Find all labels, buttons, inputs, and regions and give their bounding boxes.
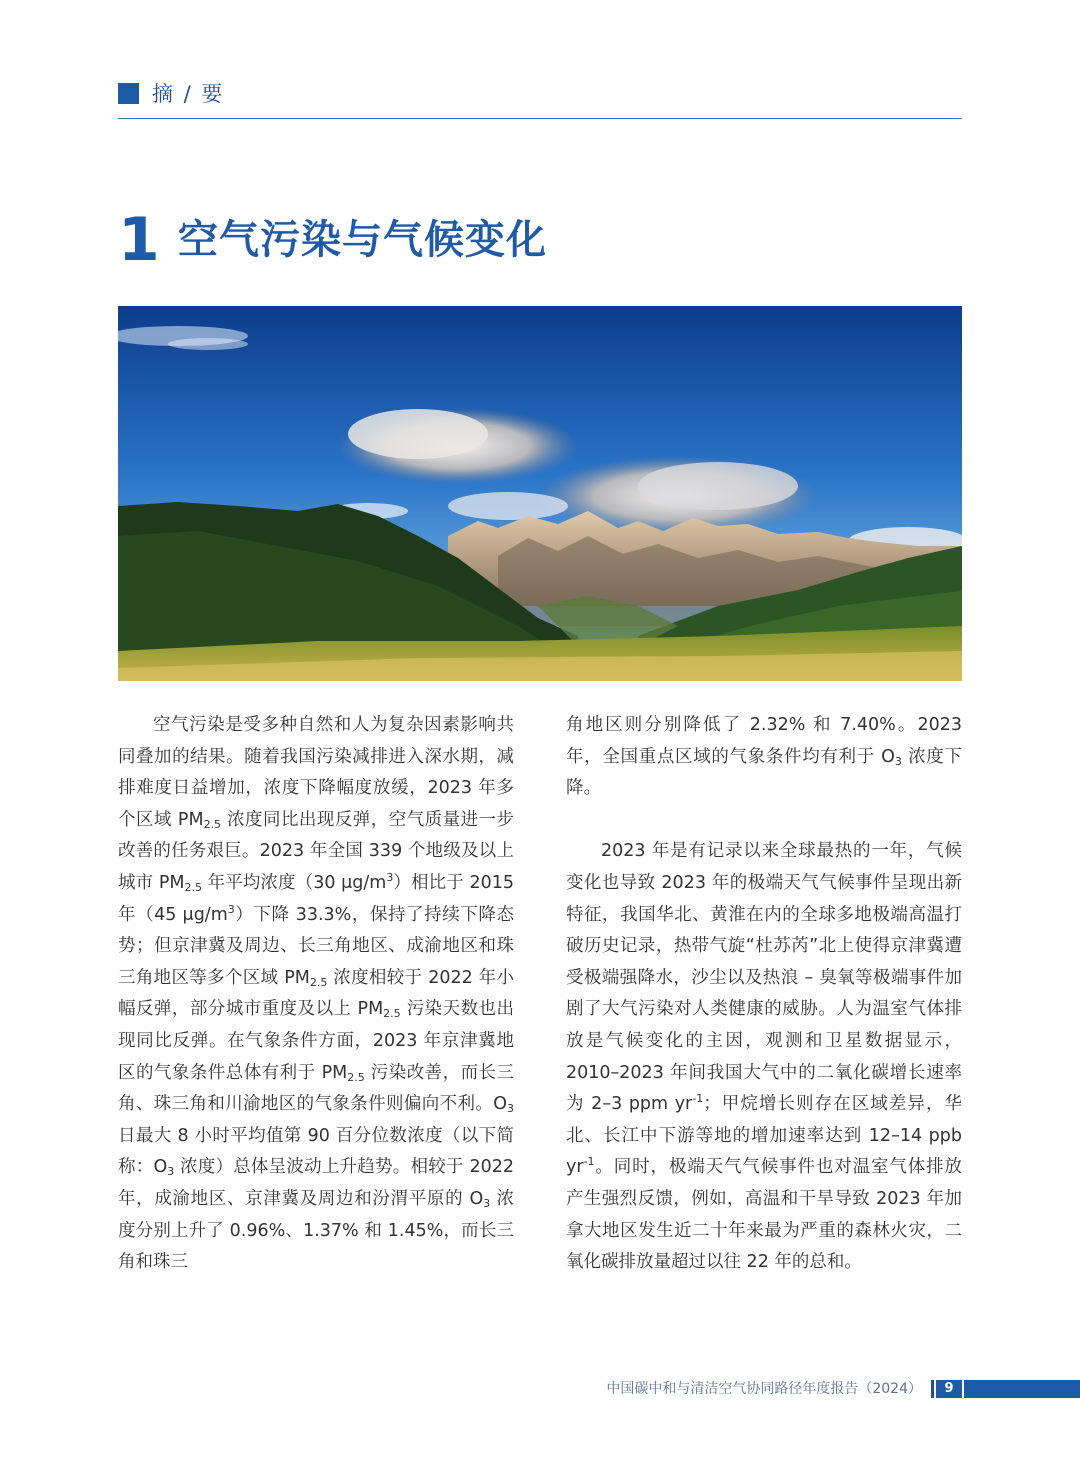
footer-separator — [931, 1380, 934, 1398]
section-number: 1 — [118, 205, 158, 275]
subscript: 2.5 — [203, 817, 222, 831]
text-run: 浓度同比出现反弹，空气质量进一步改善的任务艰巨。2023 年全国 339 个地级及以上城市 PM — [118, 809, 514, 893]
footer-report-title: 中国碳中和与清洁空气协同路径年度报告（2024） — [606, 1381, 922, 1397]
paragraph-air-pollution — [118, 710, 514, 1279]
mountain-landscape-photo — [118, 306, 962, 681]
subscript: 3 — [167, 1165, 175, 1179]
text-run: ；甲烷增长则存在区域差异，华北、长江中下游等地的增加速率达到 12–14 ppb yr — [566, 1094, 962, 1178]
left-text-column — [118, 710, 514, 1279]
text-run: 浓度）总体呈波动上升趋势。相较于 2022 年，成渝地区、京津冀及周边和汾渭平原的 O — [118, 1157, 514, 1209]
text-run: 年平均浓度（30 μg/m — [202, 872, 387, 893]
superscript: -1 — [583, 1155, 595, 1169]
section-header — [118, 80, 962, 119]
text-run: 日最大 8 小时平均值第 90 百分位数浓度（以下简称：O — [118, 1125, 514, 1178]
section-title: 空气污染与气候变化 — [178, 217, 547, 263]
header-label: 摘 / 要 — [152, 82, 225, 106]
paragraph-climate-change — [566, 836, 962, 1278]
subscript: 2.5 — [383, 1007, 401, 1021]
text-run: 浓度相较于 2022 年小幅反弹，部分城市重度及以上 PM — [118, 967, 514, 1020]
text-run: 空气污染是受多种自然和人为复杂因素影响共同叠加的结果。随着我国污染减排进入深水期，减排难度日益增加，浓度下降幅度放缓，2023 年多个区域 PM — [118, 715, 514, 830]
subscript: 2.5 — [184, 880, 202, 894]
footer-bar — [964, 1380, 1080, 1398]
paragraph-air-pollution-continued — [566, 710, 962, 805]
text-run: 污染改善，而长三角、珠三角和川渝地区的气象条件则偏向不利。O — [118, 1062, 514, 1115]
subscript: 2.5 — [347, 1070, 365, 1084]
text-run: 浓度下降。 — [566, 746, 962, 799]
section-heading — [118, 205, 547, 275]
text-run: 。同时，极端天气气候事件也对温室气体排放产生强烈反馈，例如，高温和干旱导致 2023 年加拿大地区发生近二十年来最为严重的森林火灾，二氧化碳排放量超过以往 22 年的总和。 — [566, 1157, 962, 1273]
text-run: ）下降 33.3%，保持了持续下降态势；但京津冀及周边、长三角地区、成渝地区和珠三角地区等多个区域 PM — [118, 904, 514, 988]
header-marker — [118, 83, 139, 104]
text-run: 角地区则分别降低了 2.32% 和 7.40%。2023 年，全国重点区域的气象条件均有利于 O — [566, 715, 962, 767]
subscript: 2.5 — [309, 975, 328, 989]
subscript: 3 — [894, 754, 902, 768]
text-run: 浓度分别上升了 0.96%、1.37% 和 1.45%，而长三角和珠三 — [118, 1188, 514, 1273]
superscript: 3 — [227, 902, 235, 916]
text-run: ）相比于 2015 年（45 μg/m — [118, 872, 514, 925]
page-footer — [0, 1378, 1080, 1400]
text-run: 2023 年是有记录以来全球最热的一年，气候变化也导致 2023 年的极端天气气候事件呈现出新特征，我国华北、黄淮在内的全球多地极端高温打破历史记录，热带气旋“杜苏芮”北上使得京津冀遭受极端强降水，沙尘以及热浪 – 臭氧等极端事件加剧了大气污染对人类健康的威胁。人为温室气体排放是气候变化的主因，观测和卫星数据显示，2010–2023 年间我国大气中的二氧化碳增长速率为 2–3 ppm yr — [566, 841, 962, 1115]
subscript: 3 — [483, 1196, 491, 1210]
right-text-column — [566, 710, 962, 1279]
subscript: 3 — [507, 1102, 514, 1116]
superscript: -1 — [692, 1092, 704, 1106]
page-number: 9 — [936, 1380, 962, 1398]
text-run: 污染天数也出现同比反弹。在气象条件方面，2023 年京津冀地区的气象条件总体有利于 PM — [118, 999, 514, 1083]
superscript: 3 — [386, 870, 394, 884]
